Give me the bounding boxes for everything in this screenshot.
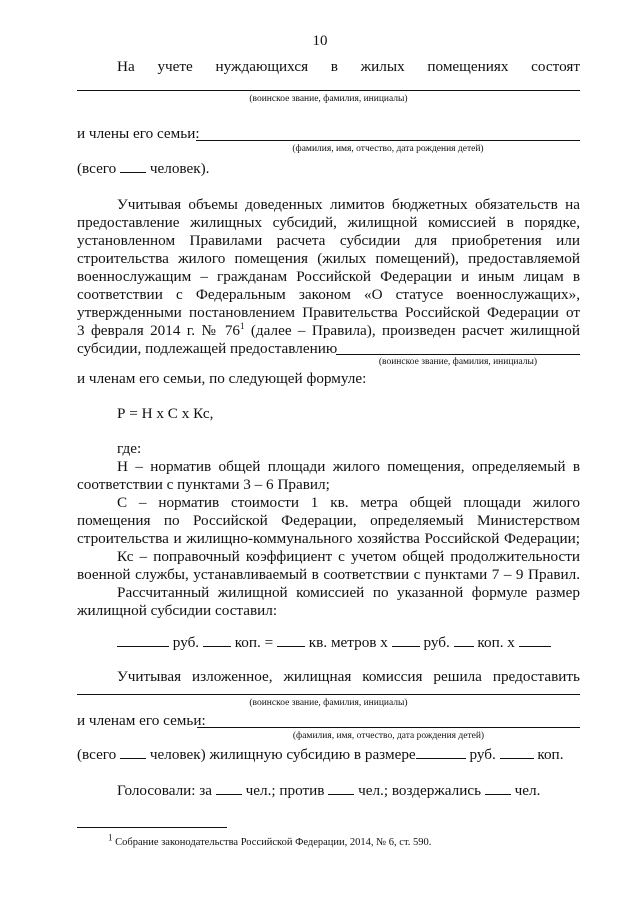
header-line bbox=[117, 58, 580, 76]
def-c-line2: помещения по Российской Федерации, определяемый Министерством bbox=[77, 512, 580, 529]
def-kc-line2: военной службы, устанавливаемый в соответствии с пунктами 7 – 9 Правил. bbox=[77, 566, 580, 583]
family-caption: (фамилия, имя, отчество, дата рождения детей) bbox=[292, 144, 484, 154]
total2-middle: человек) жилищную субсидию в размере bbox=[149, 746, 416, 763]
decision-rank-caption: (воинское звание, фамилия, инициалы) bbox=[249, 698, 408, 708]
para1-line: военнослужащим – гражданам Российской Федерации и иным лицам в bbox=[77, 268, 580, 285]
total-subsidy-line bbox=[77, 744, 564, 764]
total2-persons-blank[interactable] bbox=[120, 744, 146, 759]
total-persons-suffix: человек). bbox=[149, 160, 210, 177]
rub2-label: руб. bbox=[423, 634, 450, 651]
calc-line1: Рассчитанный жилищной комиссией по указанной формуле размер bbox=[117, 584, 580, 601]
rank-name-caption: (воинское звание, фамилия, инициалы) bbox=[249, 94, 408, 104]
footnote-mark: 1 bbox=[108, 832, 113, 843]
decision-line bbox=[117, 668, 580, 686]
rub-blank[interactable] bbox=[117, 632, 169, 647]
para1-last-line: субсидии, подлежащей предоставлению bbox=[77, 340, 338, 357]
header-word: в bbox=[330, 58, 338, 75]
def-c-line3: строительства и жилищно-коммунального хозяйства Российской Федерации; bbox=[77, 530, 580, 547]
total2-rub: руб. bbox=[469, 746, 496, 763]
para1-line: предоставление жилищных субсидий, жилищной комиссией в порядке, bbox=[77, 214, 580, 231]
def-h-line2: соответствии с пунктами 3 – 6 Правил; bbox=[77, 476, 330, 493]
sqm-blank[interactable] bbox=[277, 632, 305, 647]
para1-line8b: (далее – Правила), произведен расчет жилищной bbox=[244, 322, 580, 339]
votes-abstain-blank[interactable] bbox=[485, 780, 511, 795]
def-h bbox=[77, 458, 580, 476]
recipient-line[interactable] bbox=[336, 354, 580, 355]
family-formula-line: и членам его семьи, по следующей формуле: bbox=[77, 370, 367, 387]
calc-paragraph bbox=[77, 584, 580, 602]
page-number: 10 bbox=[312, 33, 328, 49]
para1-line: установленном Правилами расчета субсидии для приобретения или bbox=[77, 232, 580, 249]
subsidy-rub-blank[interactable] bbox=[416, 744, 466, 759]
recipient-caption: (воинское звание, фамилия, инициалы) bbox=[378, 357, 538, 367]
kop2-blank[interactable] bbox=[454, 632, 474, 647]
header-word: нуждающихся bbox=[215, 58, 309, 75]
para1-line: строительства жилого помещения (жилых помещений), предоставляемой bbox=[77, 250, 580, 267]
total-persons-blank[interactable] bbox=[120, 158, 146, 173]
family-members-label: и члены его семьи: bbox=[77, 125, 200, 142]
subsidy-kop-blank[interactable] bbox=[500, 744, 534, 759]
votes-for-blank[interactable] bbox=[216, 780, 242, 795]
total2-kop: коп. bbox=[537, 746, 564, 763]
voting-label: Голосовали: за bbox=[117, 782, 213, 799]
sqm-label: кв. метров х bbox=[308, 634, 388, 651]
decision-rank-line[interactable] bbox=[77, 694, 580, 695]
decision-word: изложенное, bbox=[191, 668, 273, 685]
def-c-line1: С – норматив стоимости 1 кв. метра общей площади жилого bbox=[117, 494, 580, 511]
total2-prefix: (всего bbox=[77, 746, 117, 763]
def-kc bbox=[77, 548, 580, 584]
header-word: состоят bbox=[531, 58, 580, 75]
def-h-line1: Н – норматив общей площади жилого помещения, определяемый в bbox=[117, 458, 580, 475]
footnote bbox=[108, 832, 432, 848]
rub2-blank[interactable] bbox=[392, 632, 420, 647]
total-persons bbox=[77, 158, 209, 178]
family-members-line-2[interactable] bbox=[197, 727, 580, 728]
decision-word: решила bbox=[433, 668, 482, 685]
para1-line: утвержденными постановлением Правительства Российской Федерации от bbox=[77, 304, 580, 321]
total-persons-prefix: (всего bbox=[77, 160, 117, 177]
calc-line2: жилищной субсидии составил: bbox=[77, 602, 278, 619]
header-word: помещениях bbox=[427, 58, 509, 75]
kop-x-label: коп. х bbox=[477, 634, 515, 651]
voting-line bbox=[117, 780, 540, 800]
paragraph-1 bbox=[77, 196, 580, 340]
decision-word: комиссия bbox=[362, 668, 423, 685]
votes-against-blank[interactable] bbox=[328, 780, 354, 795]
decision-word: жилищная bbox=[283, 668, 352, 685]
para1-line bbox=[77, 322, 580, 340]
def-kc-line1: Кс – поправочный коэффициент с учетом общей продолжительности bbox=[117, 548, 580, 565]
coef-blank[interactable] bbox=[519, 632, 551, 647]
family-caption-2: (фамилия, имя, отчество, дата рождения детей) bbox=[292, 731, 485, 741]
para1-line: Учитывая объемы доведенных лимитов бюджетных обязательств на bbox=[117, 196, 580, 213]
kop-blank[interactable] bbox=[203, 632, 231, 647]
voting-end-label: чел. bbox=[514, 782, 541, 799]
rank-name-line[interactable] bbox=[77, 90, 580, 91]
calc-formula-line bbox=[117, 632, 551, 652]
family-members-line[interactable] bbox=[196, 140, 580, 141]
header-word: На bbox=[117, 58, 135, 75]
header-word: жилых bbox=[360, 58, 405, 75]
footnote-text: Собрание законодательства Российской Федерации, 2014, № 6, ст. 590. bbox=[115, 837, 432, 848]
header-word: учете bbox=[157, 58, 193, 75]
para1-line8a: 3 февраля 2014 г. № 76 bbox=[77, 322, 241, 339]
family-members-label-2: и членам его семьи: bbox=[77, 712, 206, 729]
formula: Р = Н х С х Кс, bbox=[117, 405, 214, 422]
voting-against-label: чел.; против bbox=[245, 782, 325, 799]
rub-label: руб. bbox=[172, 634, 200, 651]
footnote-ref: 1 bbox=[240, 322, 245, 331]
decision-word: Учитывая bbox=[117, 668, 182, 685]
decision-word: предоставить bbox=[492, 668, 580, 685]
footnote-separator bbox=[77, 827, 227, 828]
voting-abstain-label: чел.; воздержались bbox=[358, 782, 482, 799]
def-c bbox=[77, 494, 580, 548]
para1-line: соответствии с Федеральным законом «О статусе военнослужащих», bbox=[77, 286, 580, 303]
where-label: где: bbox=[117, 440, 142, 457]
kop-eq-label: коп. = bbox=[234, 634, 274, 651]
